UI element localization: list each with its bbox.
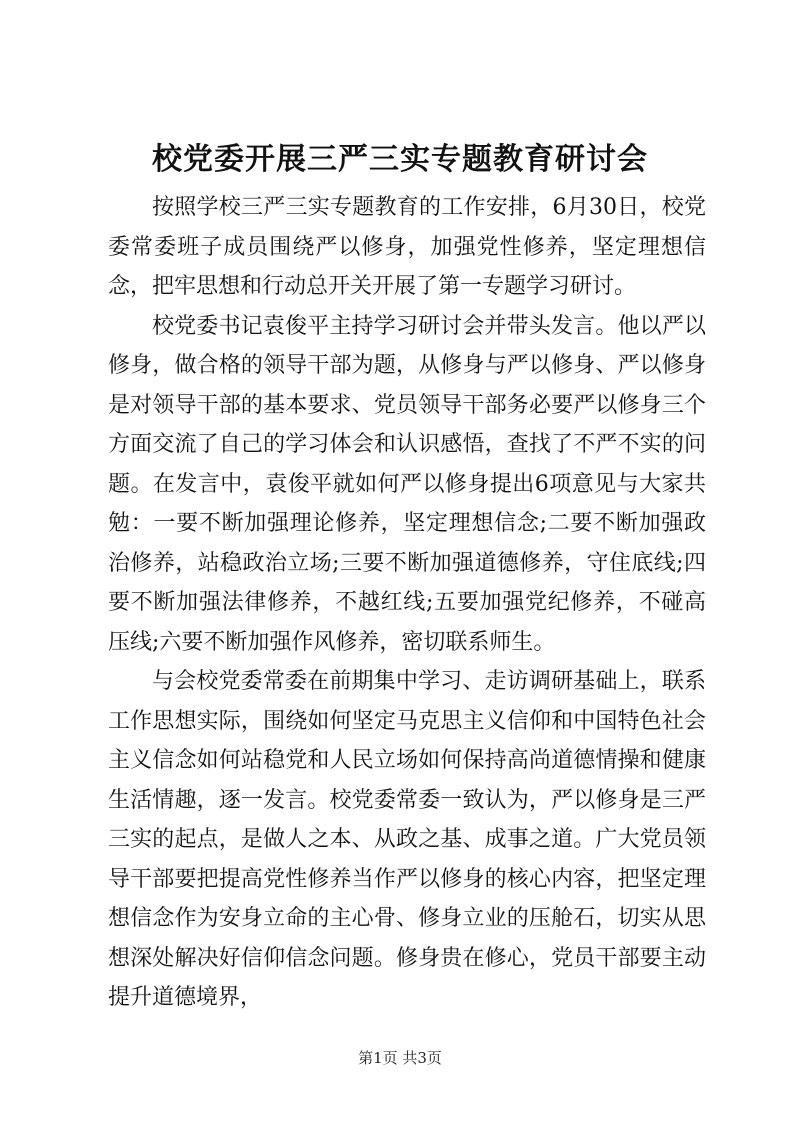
paragraph-2: 校党委书记袁俊平主持学习研讨会并带头发言。他以严以修身，做合格的领导干部为题，从修身与严以修身、严以修身是对领导干部的基本要求、党员领导干部务必要严以修身三个方面交流了自己的学习体会和认识感悟，查找了不严不实的问题。在发言中，袁俊平就如何严以修身提出6项意见与大家共勉：一要不断加强理论修养，坚定理想信念;二要不断加强政治修养，站稳政治立场;三要不断加强道德修养，守住底线;四要不断加强法律修养，不越红线;五要加强党纪修养，不碰高压线;六要不断加强作风修养，密切联系师生。 bbox=[108, 313, 706, 655]
paragraph-1: 按照学校三严三实专题教育的工作安排，6月30日，校党委常委班子成员围绕严以修身，加强党性修养，坚定理想信念，把牢思想和行动总开关开展了第一专题学习研讨。 bbox=[108, 195, 706, 299]
document-body bbox=[108, 188, 706, 1018]
page-number-footer: 第1页 共3页 bbox=[358, 1049, 442, 1067]
paragraph-3: 与会校党委常委在前期集中学习、走访调研基础上，联系工作思想实际，围绕如何坚定马克思主义信仰和中国特色社会主义信念如何站稳党和人民立场如何保持高尚道德情操和健康生活情趣，逐一发言。校党委常委一致认为，严以修身是三严三实的起点，是做人之本、从政之基、成事之道。广大党员领导干部要把提高党性修养当作严以修身的核心内容，把坚定理想信念作为安身立命的主心骨、修身立业的压舱石，切实从思想深处解决好信仰信念问题。修身贵在修心，党员干部要主动提升道德境界， bbox=[108, 669, 706, 1010]
document-title: 校党委开展三严三实专题教育研讨会 bbox=[152, 142, 648, 177]
